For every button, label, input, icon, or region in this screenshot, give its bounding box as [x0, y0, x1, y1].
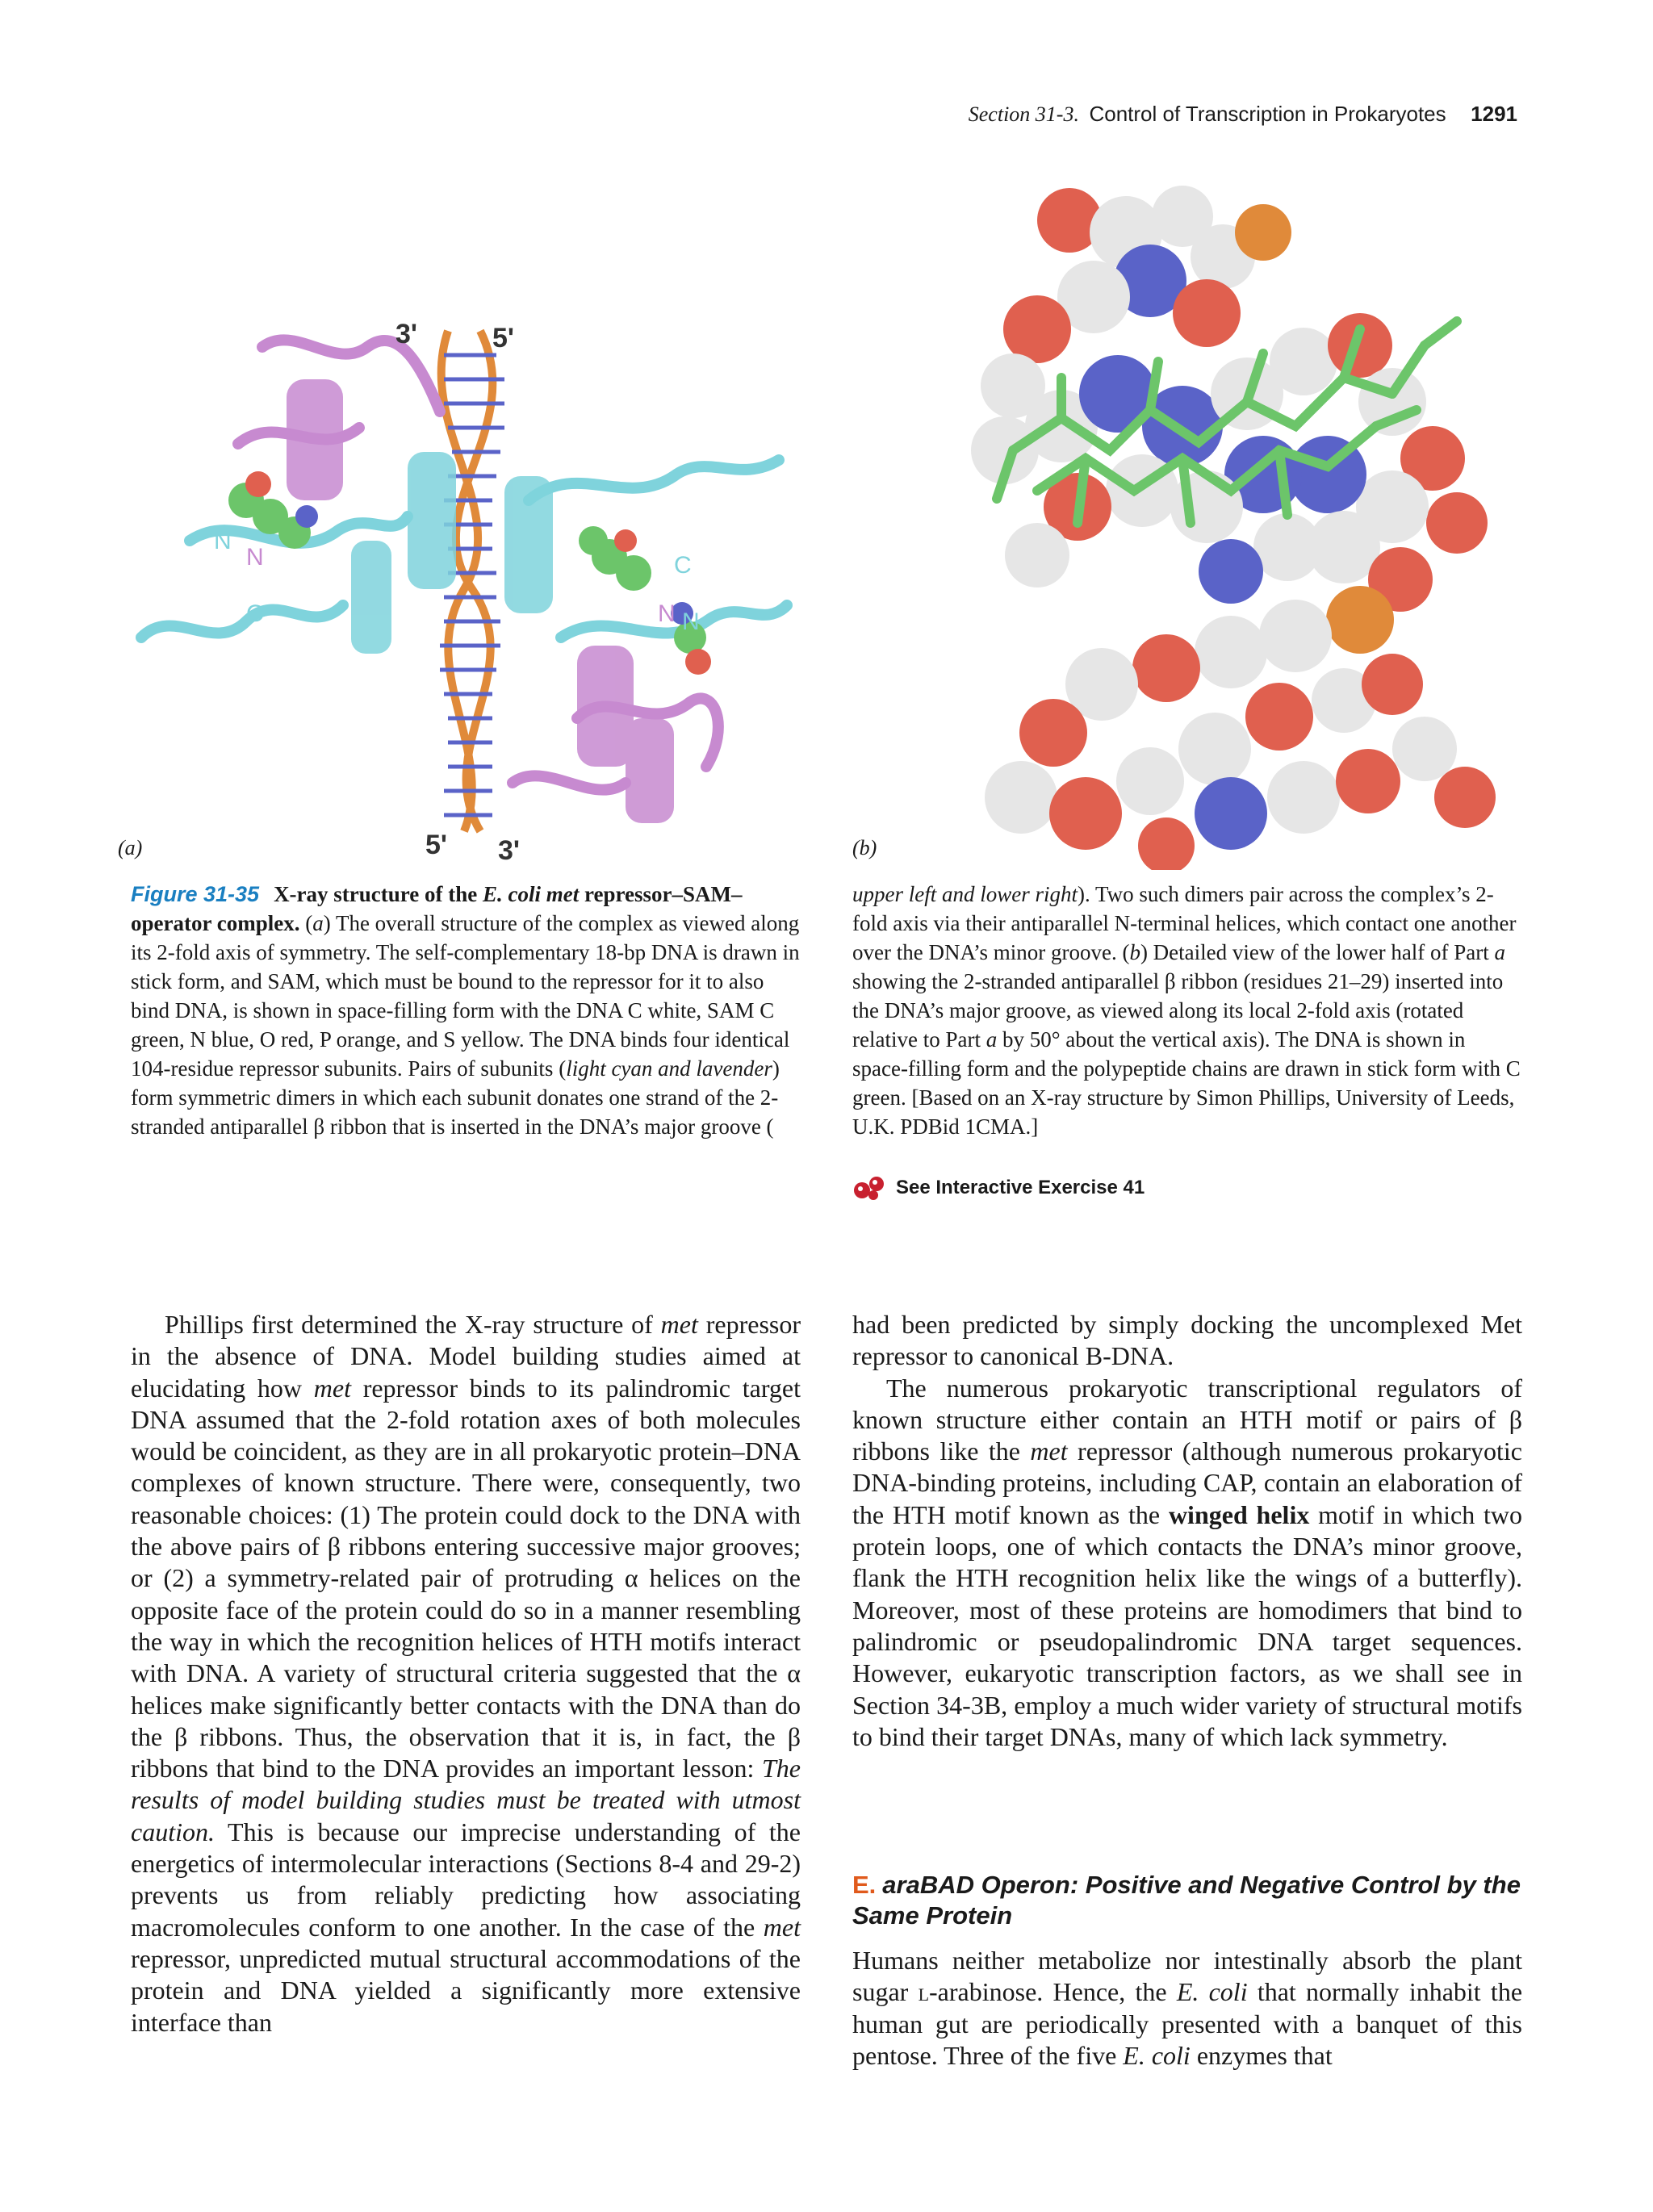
header-section: Section 31-3.: [968, 102, 1079, 126]
caption-text: ) Detailed view of the lower half of Part: [1140, 940, 1495, 964]
caption-italic: light cyan and lavender: [566, 1056, 772, 1081]
text-run: that normally inhabit the human gut are periodically presented with a banquet of this pentose. Three of the five: [852, 1977, 1523, 2070]
caption-title-pre: X-ray structure of the: [274, 882, 483, 906]
text-run: repressor in the absence of DNA. Model building studies aimed at elucidating how: [131, 1310, 801, 1403]
text-run: -arabinose. Hence, the: [929, 1977, 1177, 2007]
caption-title-ecoli: E. coli met: [483, 882, 580, 906]
text-italic: met: [1030, 1436, 1068, 1466]
section-heading: [852, 1870, 1522, 1931]
figure-caption-left: [131, 880, 801, 1141]
text-small-caps: l: [918, 1977, 930, 2007]
text-italic: E. coli: [1123, 2040, 1191, 2070]
panel-label-b: (b): [852, 836, 877, 859]
label-n-left: N: [214, 528, 232, 554]
text-run: Phillips first determined the X-ray structure of: [165, 1310, 661, 1339]
paragraph: had been predicted by simply docking the uncomplexed Met repressor to canonical B-DNA.: [852, 1310, 1522, 1371]
label-c-left: C: [246, 600, 264, 627]
text-run: repressor binds to its palindromic target DNA assumed that the 2-fold rotation axes of both molecules would be coincident, as they are in all prokaryotic protein–DNA complexes of known structure. There were, consequently, two reasonable choices: (1) The protein could dock to the DNA with the above pairs of β ribbons entering successive major grooves; or (2) a symmetry-related pair of protruding α helices on the opposite face of the protein could do so in a manner resembling the way in which the recognition helices of HTH motifs interact with DNA. A variety of structural criteria suggested that the α helices make significantly better contacts with the DNA than do the β ribbons. Thus, the observation that it is, in fact, the β ribbons that bind to the DNA provides an important lesson:: [131, 1373, 801, 1783]
caption-text: by 50° about the vertical axis). The DNA is shown in space-filling form and the polypeptide chains are drawn in stick form with C green. [Based on an X-ray structure by Simon Phillips, University of Leeds, U.K. PDBid 1CMA.]: [852, 1027, 1521, 1139]
caption-text: ) form symmetric dimers in which each subunit donates one strand of the 2-stranded antiparallel β ribbon that is inserted in the DNA’s major groove (: [131, 1056, 780, 1139]
caption-title-post: repressor–SAM–operator complex.: [131, 882, 743, 935]
caption-text: ). Two such dimers pair across the complex’s 2-fold axis via their antiparallel N-terminal helices, which contact one another over the DNA’s minor groove. (: [852, 882, 1517, 964]
header-title: Control of Transcription in Prokaryotes: [1089, 102, 1446, 126]
text-run: enzymes that: [1190, 2040, 1333, 2070]
text-italic: met: [660, 1310, 698, 1339]
caption-text: showing the 2-stranded antiparallel β ribbon (residues 21–29) inserted into the DNA’s major groove, as viewed along its local 2-fold axis (rotated relative to Part: [852, 969, 1504, 1052]
label-c-right: C: [674, 552, 692, 579]
molecule-icon: [852, 1174, 888, 1202]
text-run: repressor (although numerous prokaryotic DNA-binding proteins, including CAP, contain an elaboration of the HTH motif known as the: [852, 1436, 1523, 1529]
caption-italic-a: a: [312, 911, 324, 935]
running-header: [872, 102, 1517, 134]
text-bold-term: winged helix: [1168, 1499, 1310, 1529]
paragraph: [852, 1373, 1522, 1754]
body-column-right-continued: [852, 1945, 1522, 2072]
caption-italic-a: a: [1494, 940, 1506, 964]
caption-italic-a: a: [986, 1027, 998, 1052]
label-5prime-top: 5': [492, 323, 514, 353]
section-letter: E.: [852, 1871, 877, 1899]
text-italic: met: [313, 1373, 351, 1403]
label-n-right-2: N: [682, 608, 700, 635]
label-n-left-2: N: [246, 544, 264, 571]
label-3prime-top: 3': [395, 319, 417, 349]
caption-italic: upper left and lower right: [852, 882, 1078, 906]
interactive-exercise-link[interactable]: [852, 1173, 1145, 1202]
interactive-exercise-label: See Interactive Exercise 41: [896, 1177, 1145, 1198]
caption-text: (: [299, 911, 313, 935]
caption-text: ) The overall structure of the complex as viewed along its 2-fold axis of symmetry. The self-complementary 18-bp DNA is drawn in stick form, and SAM, which must be bound to the repressor for it to also bind DNA, is shown in space-filling form with the DNA C white, SAM C green, N blue, O red, P orange, and S yellow. The DNA binds four identical 104-residue repressor subunits. Pairs of subunits (: [131, 911, 800, 1081]
label-5prime-bottom: 5': [425, 830, 447, 860]
paragraph: [131, 1309, 801, 2038]
body-column-left: [131, 1309, 801, 2038]
section-title: araBAD Operon: Positive and Negative Control by the Same Protein: [852, 1871, 1521, 1930]
text-run: This is because our imprecise understanding of the energetics of intermolecular interactions (Sections 8-4 and 29-2) prevents us from reliably predicting how associating macromolecules conform to one another. In the case of the: [131, 1817, 801, 1942]
figure-number: Figure 31-35: [131, 882, 260, 906]
caption-italic-b: b: [1129, 940, 1140, 964]
beta-ribbon-space-filling-image: [940, 184, 1562, 870]
figure-caption-right: [852, 880, 1522, 1141]
label-n-right: N: [658, 600, 676, 627]
text-run: The numerous prokaryotic transcriptional regulators of known structure either contain an HTH motif or pairs of β ribbons like the: [852, 1373, 1522, 1466]
text-italic-emphasis: The results of model building studies must be treated with utmost caution.: [131, 1754, 801, 1846]
panel-label-a: (a): [118, 836, 143, 859]
text-italic: met: [763, 1912, 801, 1942]
figure-panel-b: [940, 184, 1562, 870]
text-run: Humans neither metabolize nor intestinally absorb the plant sugar: [852, 1946, 1522, 2007]
paragraph: [852, 1945, 1522, 2072]
label-3prime-bottom: 3': [498, 835, 520, 863]
text-run: motif in which two protein loops, one of which contacts the DNA’s minor groove, flank the HTH recognition helix like the wings of a butterfly). Moreover, most of these proteins are homodimers that bind to palindromic or pseudopalindromic DNA target sequences. However, eukaryotic transcription factors, as we shall see in Section 34-3B, employ a much wider variety of structural motifs to bind their target DNAs, many of which lack symmetry.: [852, 1499, 1523, 1751]
figure-panel-a: [125, 299, 803, 863]
text-italic: E. coli: [1176, 1977, 1248, 2007]
page-number: 1291: [1471, 102, 1517, 126]
met-repressor-overall-structure-image: [125, 299, 803, 863]
body-column-right: [852, 1309, 1522, 1753]
text-run: repressor, unpredicted mutual structural accommodations of the protein and DNA yielded a significantly more extensive interface than: [131, 1943, 801, 2037]
